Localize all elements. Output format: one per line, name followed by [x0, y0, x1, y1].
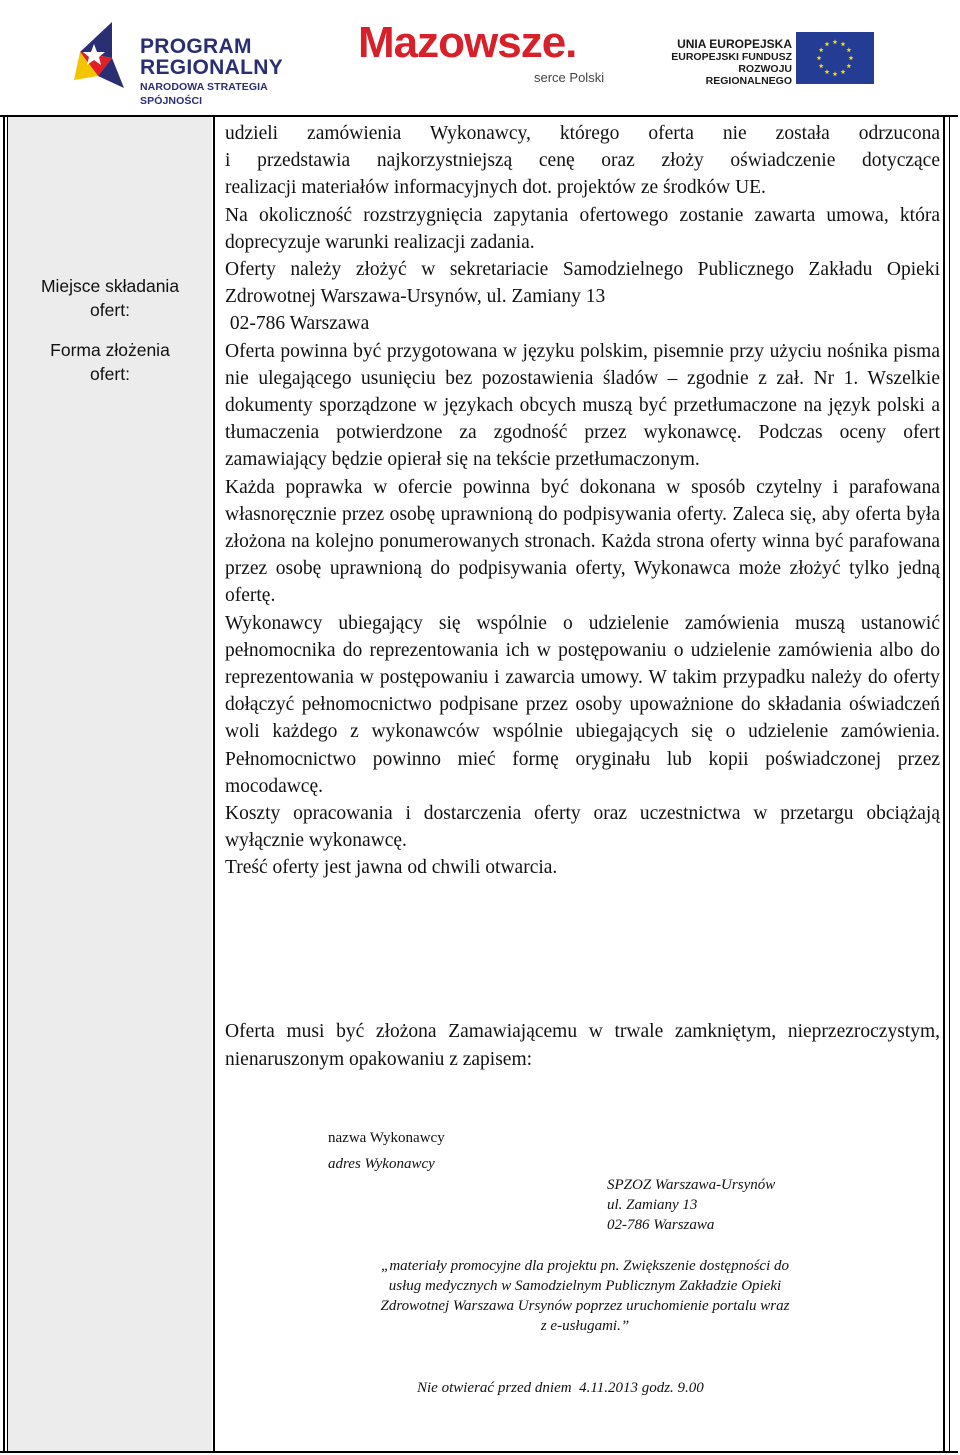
eu-star-icon: [841, 42, 846, 47]
envelope-recipient-line1: SPZOZ Warszawa-Ursynów: [607, 1177, 776, 1193]
table-column-divider: [213, 115, 215, 1453]
eu-logo: [652, 32, 876, 87]
envelope-note-line4: z e-usługami.”: [540, 1318, 630, 1334]
envelope-sender-address: adres Wykonawcy: [328, 1156, 435, 1172]
paragraph-1-line-3: realizacji materiałów informacyjnych dot. projektów ze środków UE.: [225, 177, 766, 199]
envelope-note-line1: „materiały promocyjne dla projektu pn. Zwiększenie dostępności do: [381, 1258, 789, 1274]
table-right-border-outer: [949, 115, 950, 1453]
table-left-border-outer: [3, 115, 5, 1453]
paragraph-1-line-1: udzieli zamówienia Wykonawcy, którego oferta nie została odrzucona: [225, 123, 940, 144]
eu-star-icon: [841, 69, 846, 74]
mazowsze-logo: [358, 18, 618, 90]
program-logo-line1: PROGRAM: [140, 35, 252, 58]
envelope-recipient-line3: 02-786 Warszawa: [607, 1217, 715, 1233]
program-logo-line2: REGIONALNY: [140, 56, 284, 79]
paragraph-1-line-2: i przedstawia najkorzystniejszą cenę oraz złoży oświadczenie dotyczące: [225, 150, 940, 172]
eu-star-icon: [819, 63, 824, 68]
program-logo-line3: NARODOWA STRATEGIA SPÓJNOŚCI: [140, 81, 268, 107]
eu-flag-icon: [796, 32, 874, 84]
paragraph-7: Koszty opracowania i dostarczenia oferty oraz uczestnictwa w przetargu obciążają wyłącznie wykonawcę.: [225, 803, 940, 852]
eu-logo-line1: UNIA EUROPEJSKA: [677, 37, 792, 51]
paragraph-8: Treść oferty jest jawna od chwili otwarcia.: [225, 857, 558, 879]
paragraph-6: Wykonawcy ubiegający się wspólnie o udzielenie zamówienia muszą ustanowić pełnomocnika do reprezentowania ich w postępowaniu o udzielenie zamówienia albo do reprezentowania w postępowaniu i zawarcia umowy. W takim przypadku należy do oferty dołączyć pełnomocnictwo podpisane przez osoby upoważnione do składania oświadczeń woli każdego z wykonawców wspólnie ubiegających się o udzielenie zamówienia. Pełnomocnictwo powinno mieć formę oryginału lub kopii poświadczonej przez mocodawcę.: [225, 612, 940, 797]
mazowsze-logo-name: Mazowsze.: [358, 18, 577, 67]
table-right-border-inner: [943, 115, 945, 1453]
mazowsze-logo-subtitle: serce Polski: [534, 70, 605, 85]
eu-star-icon: [833, 39, 838, 44]
eu-star-icon: [849, 55, 854, 60]
eu-star-icon: [833, 71, 838, 76]
label-forma-zlozenia: Forma złożenia ofert:: [50, 340, 170, 384]
envelope-sender-name: nazwa Wykonawcy: [328, 1130, 445, 1146]
table-bottom-border: [0, 1451, 958, 1453]
envelope-note: [330, 1256, 840, 1336]
paragraph-2: Na okoliczność rozstrzygnięcia zapytania ofertowego zostanie zawarta umowa, która doprecyzuje warunki realizacji zadania.: [225, 204, 940, 253]
program-regionalny-emblem-icon: [72, 18, 134, 96]
eu-logo-line2: EUROPEJSKI FUNDUSZ: [671, 51, 792, 63]
envelope-note-line2: usług medycznych w Samodzielnym Publicznym Zakładzie Opieki: [388, 1278, 782, 1294]
main-content: [225, 120, 940, 882]
paragraph-3: Oferty należy złożyć w sekretariacie Samodzielnego Publicznego Zakładu Opieki Zdrowotnej Warszawa-Ursynów, ul. Zamiany 13: [225, 259, 940, 308]
eu-star-icon: [825, 42, 830, 47]
paragraph-9: Oferta musi być złożona Zamawiającemu w trwale zamkniętym, nieprzezroczystym, nienaruszonym opakowaniu z zapisem:: [225, 1021, 940, 1070]
envelope-recipient-line2: ul. Zamiany 13: [607, 1197, 698, 1213]
program-regionalny-logo: [72, 18, 322, 107]
table-top-border: [0, 115, 958, 117]
label-miejsce-skladania: Miejsce składania ofert:: [40, 276, 180, 320]
eu-star-icon: [825, 69, 830, 74]
eu-star-icon: [846, 47, 851, 52]
eu-star-icon: [819, 47, 824, 52]
paragraph-3-address: 02-786 Warszawa: [225, 313, 370, 335]
paragraph-4: Oferta powinna być przygotowana w języku polskim, pisemnie przy użyciu nośnika pisma nie ulegającego usunięciu bez pozostawienia śladów – zgodnie z zał. Nr 1. Wszelkie dokumenty sporządzone w językach obcych muszą być przetłumaczone na język polski a tłumaczenia potwierdzone za zgodność przez wykonawcę. Podczas oceny ofert zamawiający będzie opierał się na tekście przetłumaczonym.: [225, 340, 940, 471]
envelope-note-line3: Zdrowotnej Warszawa Ursynów poprzez uruchomienie portalu wraz: [380, 1298, 790, 1314]
eu-star-icon: [846, 63, 851, 68]
eu-logo-line3: ROZWOJU REGIONALNEGO: [705, 63, 792, 87]
eu-star-icon: [817, 55, 822, 60]
envelope-do-not-open: Nie otwierać przed dniem 4.11.2013 godz. 9.00: [417, 1380, 704, 1396]
paragraph-5: Każda poprawka w ofercie powinna być dokonana w sposób czytelny i parafowana własnoręcznie przez osobę uprawnioną do podpisywania oferty. Zaleca się, aby oferta była złożona na kolejno ponumerowanych stronach. Każda strona oferty winna być parafowana przez osobę uprawnioną do podpisywania oferty, Wykonawca może złożyć tylko jedną ofertę.: [225, 476, 940, 607]
